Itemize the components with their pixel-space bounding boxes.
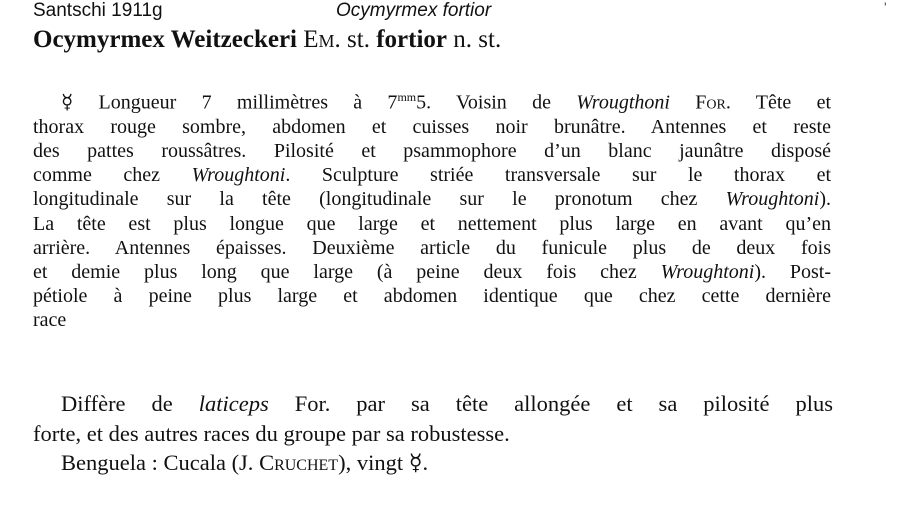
corner-mark: ' [884, 0, 887, 15]
title-new-status: n. st. [453, 26, 502, 53]
description-line-2: thorax rouge sombre, abdomen et cuisses noir brunâtre. Antennes et reste [33, 115, 831, 138]
locality-line: Benguela : Cucala (J. Cruchet), vingt ☿. [61, 450, 429, 475]
description-line-9: pétiole à peine plus large et abdomen identique que chez cette dernière [33, 285, 831, 308]
taxon-header: Ocymyrmex fortior [336, 0, 492, 21]
taxon-title [33, 24, 501, 56]
title-genus-species: Ocymyrmex Weitzeckeri [33, 26, 298, 53]
description-paragraph [33, 85, 831, 333]
title-author: Em. [303, 26, 341, 53]
description-line-1: ☿ Longueur 7 millimètres à $7^{mm}5$. Voisin de Wrougthoni For. Tête et [61, 90, 832, 114]
description-line-3: des pattes roussâtres. Pilosité et psammophore d’un blanc jaunâtre disposé [33, 140, 831, 163]
diagnosis-paragraph [33, 389, 833, 478]
diagnosis-line-1: Diffère de laticeps For. par sa tête allongée et sa pilosité plus [61, 391, 833, 416]
citation-header: Santschi 1911g [33, 0, 163, 21]
description-line-7: arrière. Antennes épaisses. Deuxième article du funicule plus de deux fois [33, 236, 831, 259]
description-line-8: et demie plus long que large (à peine deux fois chez Wroughtoni). Post- [33, 261, 831, 284]
title-rank: st. [347, 26, 370, 53]
description-line-4: comme chez Wroughtoni. Sculpture striée transversale sur le thorax et [33, 164, 832, 187]
description-line-6: La tête est plus longue que large et nettement plus large en avant qu’en [33, 212, 831, 235]
description-line-5: longitudinale sur la tête (longitudinale sur le pronotum chez Wroughtoni). [33, 188, 831, 211]
description-line-10: race [33, 309, 67, 332]
diagnosis-line-2: forte, et des autres races du groupe par sa robustesse. [33, 420, 510, 446]
title-subspecies: fortior [376, 26, 448, 53]
